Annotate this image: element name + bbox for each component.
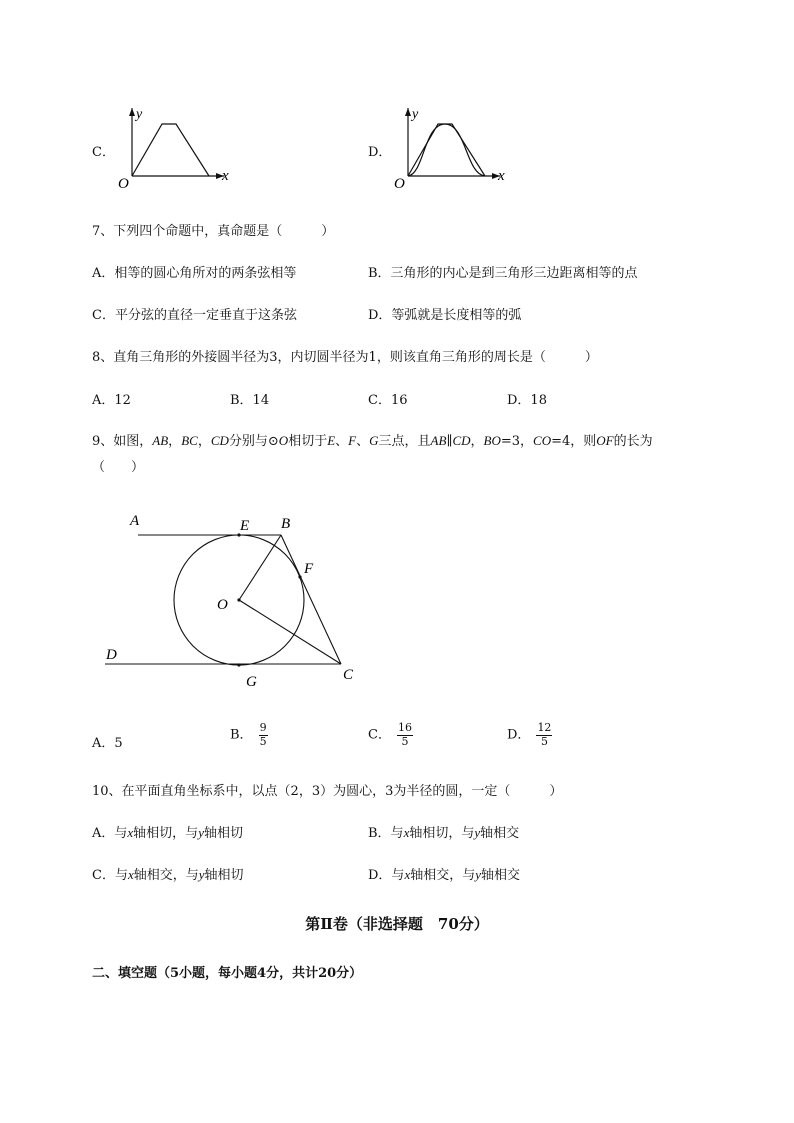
q10-option-a bbox=[92, 822, 243, 841]
q7-option-b: B．三角形的内心是到三角形三边距离相等的点 bbox=[368, 266, 638, 281]
q10-d-p3: 轴相交 bbox=[481, 868, 521, 883]
q9-sep3: 、 bbox=[335, 434, 349, 449]
q10-b-p3: 轴相交 bbox=[480, 826, 520, 841]
q9-option-c-fraction bbox=[397, 722, 413, 748]
q9-option-d-label: D． bbox=[507, 727, 531, 743]
q10-a-p1: A．与 bbox=[92, 826, 128, 841]
q10-option-b bbox=[368, 822, 519, 841]
q8-option-a: A．12 bbox=[92, 393, 131, 408]
q9-stem-part5: 的长为 bbox=[613, 434, 653, 449]
q10-c-y: y bbox=[198, 867, 205, 882]
q9-eq1: =3， bbox=[500, 434, 534, 449]
q10-d-x: x bbox=[404, 867, 411, 882]
q9-parallel: ∥ bbox=[446, 434, 453, 449]
q10-c-p2: 轴相交，与 bbox=[133, 868, 199, 883]
fig-label-f: F bbox=[304, 561, 314, 577]
q9-stem-part3: 相切于 bbox=[288, 434, 328, 449]
q10-d-y: y bbox=[475, 867, 482, 882]
q9-option-d-fraction bbox=[536, 722, 552, 748]
q6-c-y-label: y bbox=[136, 107, 143, 122]
q9-option-c-label: C． bbox=[368, 727, 391, 743]
q9-b-numerator: 9 bbox=[259, 721, 267, 734]
q10-option-c bbox=[92, 864, 244, 883]
q9-seg-cd: CD bbox=[210, 433, 229, 448]
q10-option-d bbox=[368, 864, 520, 883]
q9-seg-co: CO bbox=[533, 433, 552, 448]
q6-option-c-graph bbox=[112, 104, 242, 189]
q9-sep1: ， bbox=[168, 434, 182, 449]
q6-c-x-label: x bbox=[222, 168, 229, 184]
q7-option-a: A．相等的圆心角所对的两条弦相等 bbox=[92, 266, 297, 281]
q9-circle-o: O bbox=[278, 433, 289, 448]
q9-b-denominator: 5 bbox=[259, 734, 267, 748]
fig-label-g: G bbox=[246, 674, 257, 690]
q8-option-c: C．16 bbox=[368, 393, 408, 408]
q6-option-c-label: C． bbox=[92, 145, 115, 160]
q9-seg-ab2: AB bbox=[430, 433, 447, 448]
q10-a-p3: 轴相切 bbox=[203, 826, 243, 841]
q9-point-e: E bbox=[327, 433, 336, 448]
q7-stem: 7、下列四个命题中，真命题是（ ） bbox=[92, 224, 335, 239]
q9-seg-of: OF bbox=[596, 433, 614, 448]
q9-option-a: A．5 bbox=[92, 736, 123, 751]
q6-c-origin-label: O bbox=[118, 176, 129, 189]
part2-title: 第Ⅱ卷（非选择题 70分） bbox=[305, 915, 489, 933]
q10-b-p1: B．与 bbox=[368, 826, 404, 841]
q9-figure bbox=[100, 505, 370, 695]
q6-d-origin-label: O bbox=[394, 176, 405, 189]
q6-d-y-label: y bbox=[412, 107, 419, 122]
q9-stem-part1: 9、如图， bbox=[92, 434, 153, 449]
q9-seg-ab: AB bbox=[152, 433, 169, 448]
q9-d-denominator: 5 bbox=[540, 734, 548, 748]
q9-answer-paren: （ ） bbox=[92, 460, 145, 475]
q10-b-p2: 轴相切，与 bbox=[409, 826, 475, 841]
q9-sep4: 、 bbox=[356, 434, 370, 449]
q9-stem-part4: 三点，且 bbox=[378, 434, 431, 449]
q10-d-p2: 轴相交，与 bbox=[410, 868, 476, 883]
q9-point-g: G bbox=[369, 433, 379, 448]
q9-seg-cd2: CD bbox=[452, 433, 471, 448]
q10-a-y: y bbox=[198, 825, 204, 840]
q8-stem: 8、直角三角形的外接圆半径为3，内切圆半径为1，则该直角三角形的周长是（ ） bbox=[92, 350, 598, 365]
q9-c-numerator: 16 bbox=[397, 721, 412, 734]
q6-option-d-graph bbox=[388, 104, 518, 189]
q10-a-x: x bbox=[127, 825, 134, 840]
q10-d-p1: D．与 bbox=[368, 868, 405, 883]
q10-stem: 10、在平面直角坐标系中，以点（2，3）为圆心，3为半径的圆，一定（ ） bbox=[92, 784, 563, 799]
q10-a-p2: 轴相切，与 bbox=[133, 826, 199, 841]
q9-option-d bbox=[507, 722, 552, 748]
q10-c-p1: C．与 bbox=[92, 868, 128, 883]
fig-label-o: O bbox=[217, 597, 228, 613]
q9-sep5: ， bbox=[470, 434, 484, 449]
q10-b-x: x bbox=[403, 825, 410, 840]
q7-option-c: C．平分弦的直径一定垂直于这条弦 bbox=[92, 308, 297, 323]
q8-option-b: B．14 bbox=[230, 393, 270, 408]
q9-stem-part2: 分别与⊙ bbox=[228, 434, 279, 449]
q9-seg-bc: BC bbox=[181, 433, 198, 448]
q9-option-b-label: B． bbox=[230, 727, 253, 743]
q9-point-f: F bbox=[348, 433, 357, 448]
q10-c-x: x bbox=[127, 867, 134, 882]
q10-b-y: y bbox=[474, 825, 481, 840]
q7-option-d: D．等弧就是长度相等的弧 bbox=[368, 308, 522, 323]
q9-c-denominator: 5 bbox=[401, 734, 409, 748]
section2-title: 二、填空题（5小题，每小题4分，共计20分） bbox=[92, 966, 363, 981]
q6-option-d-label: D． bbox=[368, 145, 392, 160]
q9-option-b bbox=[230, 722, 268, 748]
q9-option-c bbox=[368, 722, 413, 748]
q9-eq2: =4，则 bbox=[551, 434, 597, 449]
fig-label-e: E bbox=[240, 518, 250, 534]
fig-label-a: A bbox=[130, 513, 140, 529]
q9-stem bbox=[92, 430, 653, 449]
q6-d-x-label: x bbox=[498, 168, 505, 184]
fig-label-d: D bbox=[106, 647, 117, 663]
q10-c-p3: 轴相切 bbox=[204, 868, 244, 883]
fig-label-b: B bbox=[281, 516, 291, 532]
q9-seg-bo: BO bbox=[483, 433, 501, 448]
fig-label-c: C bbox=[343, 667, 354, 683]
q8-option-d: D．18 bbox=[507, 393, 547, 408]
q9-sep2: ， bbox=[197, 434, 211, 449]
q9-option-b-fraction bbox=[259, 722, 268, 748]
q9-d-numerator: 12 bbox=[537, 721, 552, 734]
